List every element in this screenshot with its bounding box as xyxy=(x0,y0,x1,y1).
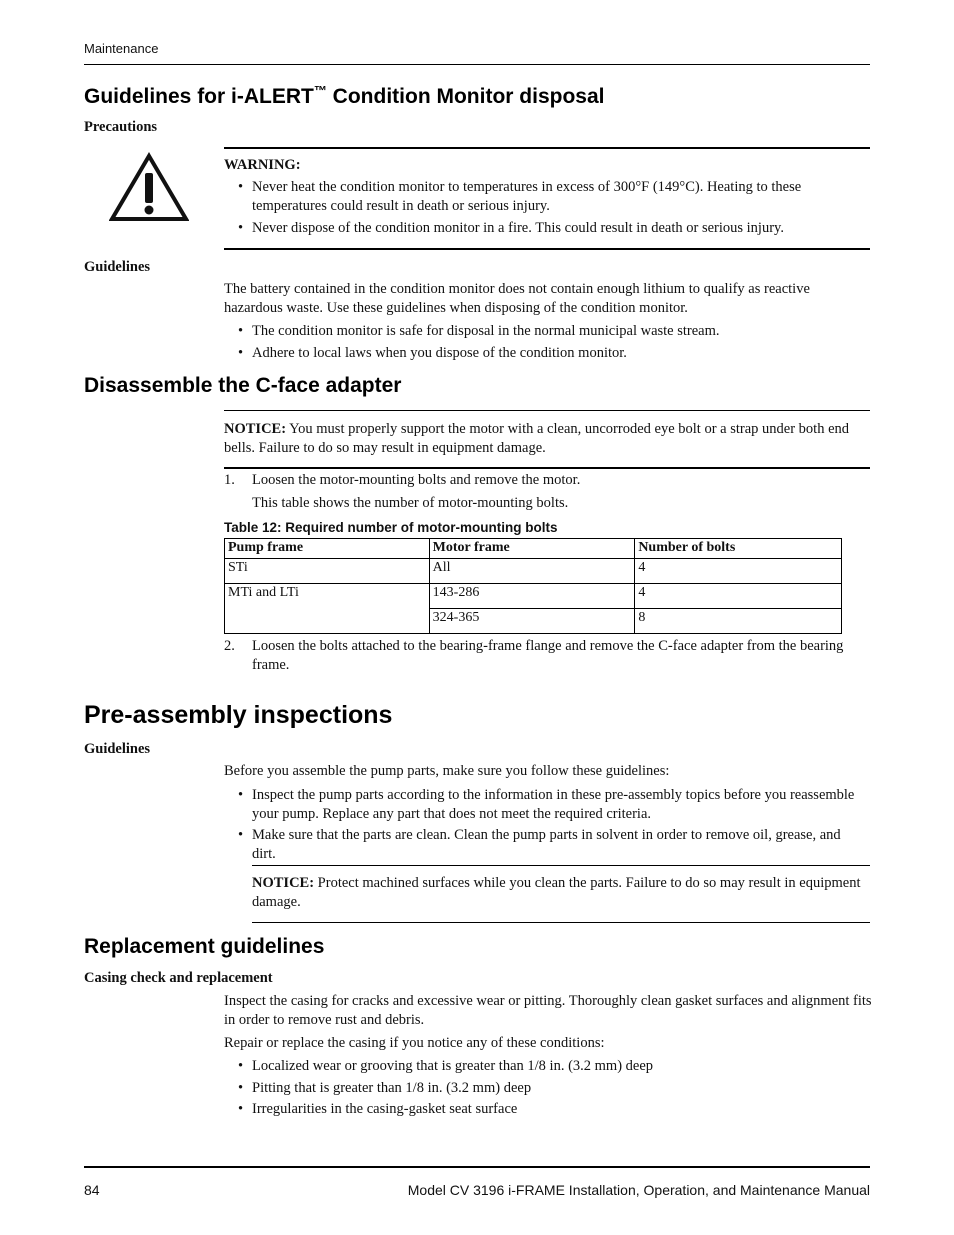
table-row xyxy=(225,584,842,609)
list-item-text: Localized wear or grooving that is greater than 1/8 in. (3.2 mm) deep xyxy=(252,1058,654,1074)
table-cell: 4 xyxy=(635,559,842,584)
table-cell: STi xyxy=(225,559,430,584)
notice-top-rule xyxy=(224,410,870,411)
list-item: • Inspect the pump parts according to the information in these pre-assembly topics before you reassemble your pump. Replace any part that does not meet the required criteria. xyxy=(238,787,855,822)
table-cell: 8 xyxy=(635,609,842,634)
warning-top-rule xyxy=(224,147,870,149)
warning-triangle-icon xyxy=(109,152,189,222)
page-number: 84 xyxy=(84,1182,100,1198)
casing-paragraph: Repair or replace the casing if you notice any of these conditions: xyxy=(224,1035,605,1051)
title-part: Condition Monitor disposal xyxy=(326,85,605,108)
section-title-replacement: Replacement guidelines xyxy=(84,935,325,958)
table-header-row xyxy=(225,539,842,559)
list-item-text: Make sure that the parts are clean. Clean the pump parts in solvent in order to remove oil, grease, and dirt. xyxy=(252,827,841,862)
list-item: • The condition monitor is safe for disposal in the normal municipal waste stream. xyxy=(238,323,720,339)
table-cell: 143-286 xyxy=(429,584,635,609)
step-note: This table shows the number of motor-mounting bolts. xyxy=(252,495,569,511)
list-item-text: Pitting that is greater than 1/8 in. (3.2 mm) deep xyxy=(252,1080,532,1096)
table-cell: All xyxy=(429,559,635,584)
section-title-ialert-disposal xyxy=(84,83,604,109)
warning-item: • Never dispose of the condition monitor in a fire. This could result in death or serious injury. xyxy=(238,220,784,236)
warning-bottom-rule xyxy=(224,248,870,250)
table-header-cell: Motor frame xyxy=(429,539,635,559)
guidelines-label: Guidelines xyxy=(84,741,151,757)
step-text: Loosen the motor-mounting bolts and remove the motor. xyxy=(252,472,581,488)
table-cell: 4 xyxy=(635,584,842,609)
table-header-cell: Pump frame xyxy=(225,539,430,559)
list-item: • Pitting that is greater than 1/8 in. (3.2 mm) deep xyxy=(238,1080,532,1096)
manual-title: Model CV 3196 i-FRAME Installation, Operation, and Maintenance Manual xyxy=(407,1182,870,1198)
casing-check-label: Casing check and replacement xyxy=(84,970,273,986)
precautions-label: Precautions xyxy=(84,119,158,135)
notice-bottom-rule xyxy=(252,922,870,923)
warning-item-text: Never heat the condition monitor to temperatures in excess of 300°F (149°C). Heating to these temperatures could result in death or serious injury. xyxy=(252,179,802,214)
notice-label: NOTICE: xyxy=(252,875,315,891)
casing-paragraph: Inspect the casing for cracks and excessive wear or pitting. Thoroughly clean gasket surfaces and alignment fits in order to remove rust and debris. xyxy=(224,993,872,1028)
list-item: • Localized wear or grooving that is greater than 1/8 in. (3.2 mm) deep xyxy=(238,1058,654,1074)
disposal-intro: The battery contained in the condition monitor does not contain enough lithium to qualify as reactive hazardous waste. Use these guidelines when disposing of the condition monitor. xyxy=(224,281,810,316)
notice-block xyxy=(252,874,862,912)
warning-item: • Never heat the condition monitor to temperatures in excess of 300°F (149°C). Heating to these temperatures could result in death or serious injury. xyxy=(238,179,802,214)
trademark-symbol: ™ xyxy=(313,83,327,98)
step-text: Loosen the bolts attached to the bearing-frame flange and remove the C-face adapter from the bearing frame. xyxy=(252,638,844,673)
bolts-table xyxy=(224,538,842,634)
step-number: 2. xyxy=(224,638,235,654)
notice-block xyxy=(224,420,866,458)
list-item-text: The condition monitor is safe for disposal in the normal municipal waste stream. xyxy=(252,323,720,339)
table-cell: MTi and LTi xyxy=(225,584,430,634)
list-item: • Adhere to local laws when you dispose of the condition monitor. xyxy=(238,345,627,361)
preassembly-intro: Before you assemble the pump parts, make sure you follow these guidelines: xyxy=(224,763,670,779)
table-cell: 324-365 xyxy=(429,609,635,634)
notice-text: You must properly support the motor with a clean, uncorroded eye bolt or a strap under both end bells. Failure to do so may result in equipment damage. xyxy=(224,421,850,456)
table-header-cell: Number of bolts xyxy=(635,539,842,559)
list-item-text: Adhere to local laws when you dispose of the condition monitor. xyxy=(252,345,627,361)
table-row xyxy=(225,559,842,584)
list-item-text: Irregularities in the casing-gasket seat surface xyxy=(252,1101,518,1117)
footer-rule xyxy=(84,1166,870,1168)
running-header: Maintenance xyxy=(84,41,159,56)
notice-bottom-rule xyxy=(224,467,870,469)
header-rule xyxy=(84,64,870,65)
list-item-text: Inspect the pump parts according to the information in these pre-assembly topics before you reassemble your pump. Replace any part that does not meet the required criteria. xyxy=(252,787,855,822)
notice-label: NOTICE: xyxy=(224,421,287,437)
table-caption: Table 12: Required number of motor-mounting bolts xyxy=(224,520,558,535)
list-item: • Make sure that the parts are clean. Clean the pump parts in solvent in order to remove oil, grease, and dirt. xyxy=(238,827,841,862)
step-number: 1. xyxy=(224,472,235,488)
notice-top-rule xyxy=(252,865,870,866)
notice-text: Protect machined surfaces while you clean the parts. Failure to do so may result in equipment damage. xyxy=(252,875,861,910)
section-title-preassembly: Pre-assembly inspections xyxy=(84,701,393,729)
warning-label: WARNING: xyxy=(224,157,301,173)
warning-item-text: Never dispose of the condition monitor in a fire. This could result in death or serious injury. xyxy=(252,220,784,236)
title-part: Guidelines for i-ALERT xyxy=(84,85,314,108)
section-title-cface: Disassemble the C-face adapter xyxy=(84,374,402,397)
guidelines-label: Guidelines xyxy=(84,259,151,275)
list-item: • Irregularities in the casing-gasket seat surface xyxy=(238,1101,518,1117)
